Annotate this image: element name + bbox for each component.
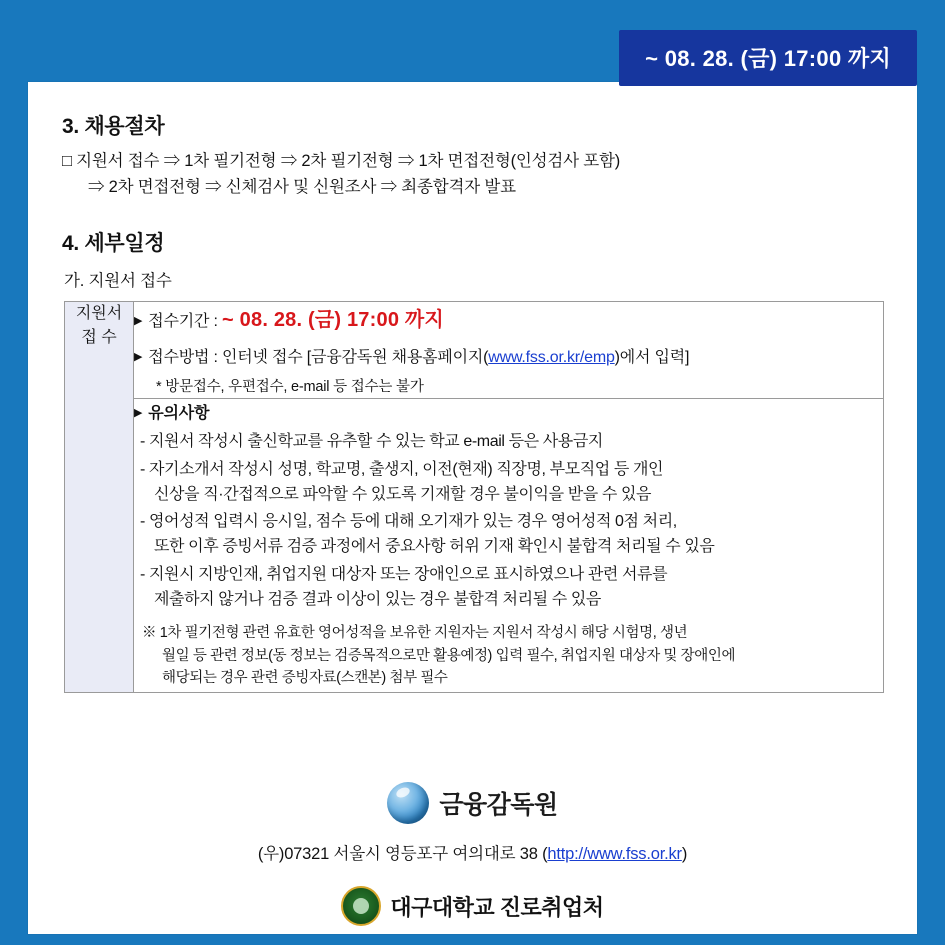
deadline-banner: ~ 08. 28. (금) 17:00 까지 bbox=[619, 30, 917, 86]
receipt-method-suffix: )에서 입력] bbox=[614, 348, 690, 366]
caution-item bbox=[140, 457, 883, 508]
procedure-line-1: □ 지원서 접수 ⇒ 1차 필기전형 ⇒ 2차 필기전형 ⇒ 1차 면접전형(인성검사 포함) bbox=[62, 152, 621, 170]
caution-item-line-2: 또한 이후 증빙서류 검증 과정에서 중요사항 허위 기재 확인시 불합격 처리될 수 있음 bbox=[154, 538, 715, 556]
receipt-period-label: 접수기간 : bbox=[148, 312, 218, 330]
receipt-method-line bbox=[134, 346, 883, 371]
star-note-line-1: ※ 1차 필기전형 관련 유효한 영어성적을 보유한 지원자는 지원서 작성시 해당 시험명, 생년 bbox=[142, 625, 688, 642]
row-header-line-1: 지원서 bbox=[75, 304, 123, 322]
university-name: 대구대학교 진로취업처 bbox=[390, 894, 604, 920]
caution-item-line-1: - 지원서 작성시 출신학교를 유추할 수 있는 학교 e-mail 등은 사용금지 bbox=[140, 433, 603, 451]
procedure-text bbox=[62, 148, 891, 201]
receipt-period-line bbox=[134, 305, 883, 336]
fss-website-link[interactable]: http://www.fss.or.kr bbox=[547, 845, 682, 863]
spacer bbox=[62, 201, 891, 227]
caution-item-line-1: - 지원시 지방인재, 취업지원 대상자 또는 장애인으로 표시하였으나 관련 서류를 bbox=[140, 565, 668, 583]
fss-organization-name: 금융감독원 bbox=[439, 791, 558, 819]
triangle-bullet-icon: ▶ bbox=[134, 314, 143, 327]
caution-item bbox=[140, 562, 883, 613]
procedure-line-2: ⇒ 2차 면접전형 ⇒ 신체검사 및 신원조사 ⇒ 최종합격자 발표 bbox=[88, 178, 516, 197]
caution-item-line-1: - 자기소개서 작성시 성명, 학교명, 출생지, 이전(현재) 직장명, 부모직업 등 개인 bbox=[140, 460, 664, 478]
section-title-procedure: 3. 채용절차 bbox=[62, 115, 165, 138]
application-detail-table bbox=[64, 301, 884, 693]
caution-item bbox=[140, 429, 883, 454]
table-row bbox=[65, 301, 884, 398]
fss-address bbox=[28, 840, 917, 864]
receipt-method-prefix: 접수방법 : 인터넷 접수 [금융감독원 채용홈페이지( bbox=[148, 348, 489, 366]
caution-item-line-2: 신상을 직·간접적으로 파악할 수 있도록 기재할 경우 불이익을 받을 수 있음 bbox=[154, 485, 652, 503]
caution-title: 유의사항 bbox=[148, 404, 210, 422]
table-row bbox=[65, 398, 884, 692]
triangle-bullet-icon: ▶ bbox=[134, 406, 143, 419]
address-prefix: (우)07321 서울시 영등포구 여의대로 38 ( bbox=[257, 845, 548, 863]
document-content bbox=[62, 110, 891, 693]
university-row bbox=[28, 886, 917, 926]
address-suffix: ) bbox=[681, 845, 688, 863]
triangle-bullet-icon: ▶ bbox=[134, 350, 143, 363]
cell-cautions bbox=[134, 398, 884, 692]
row-header-line-2: 접 수 bbox=[81, 328, 117, 346]
subsection-title-application: 가. 지원서 접수 bbox=[64, 271, 172, 290]
content-card bbox=[28, 82, 917, 934]
star-note-line-2: 월일 등 관련 정보(동 정보는 검증목적으로만 활용예정) 입력 필수, 취업지원 대상자 및 장애인에 bbox=[162, 647, 736, 664]
caution-item-line-1: - 영어성적 입력시 응시일, 점수 등에 대해 오기재가 있는 경우 영어성적 0점 처리, bbox=[140, 513, 677, 531]
fss-emp-link[interactable]: www.fss.or.kr/emp bbox=[488, 348, 615, 366]
fss-logo-row bbox=[28, 782, 917, 824]
fss-globe-icon bbox=[387, 782, 429, 824]
caution-title-line bbox=[134, 402, 883, 427]
document-footer bbox=[28, 782, 917, 926]
university-emblem-icon bbox=[341, 886, 381, 926]
caution-item bbox=[140, 509, 883, 560]
section-title-schedule: 4. 세부일정 bbox=[62, 231, 165, 255]
receipt-period-value: ~ 08. 28. (금) 17:00 까지 bbox=[222, 308, 444, 331]
receipt-method-note: * 방문접수, 우편접수, e-mail 등 접수는 불가 bbox=[156, 378, 424, 395]
cell-receipt-info bbox=[134, 301, 884, 398]
row-header-application bbox=[65, 301, 134, 692]
star-note bbox=[142, 622, 883, 689]
caution-item-line-2: 제출하지 않거나 검증 결과 이상이 있는 경우 불합격 처리될 수 있음 bbox=[154, 590, 601, 608]
star-note-line-3: 해당되는 경우 관련 증빙자료(스캔본) 첨부 필수 bbox=[162, 670, 448, 687]
